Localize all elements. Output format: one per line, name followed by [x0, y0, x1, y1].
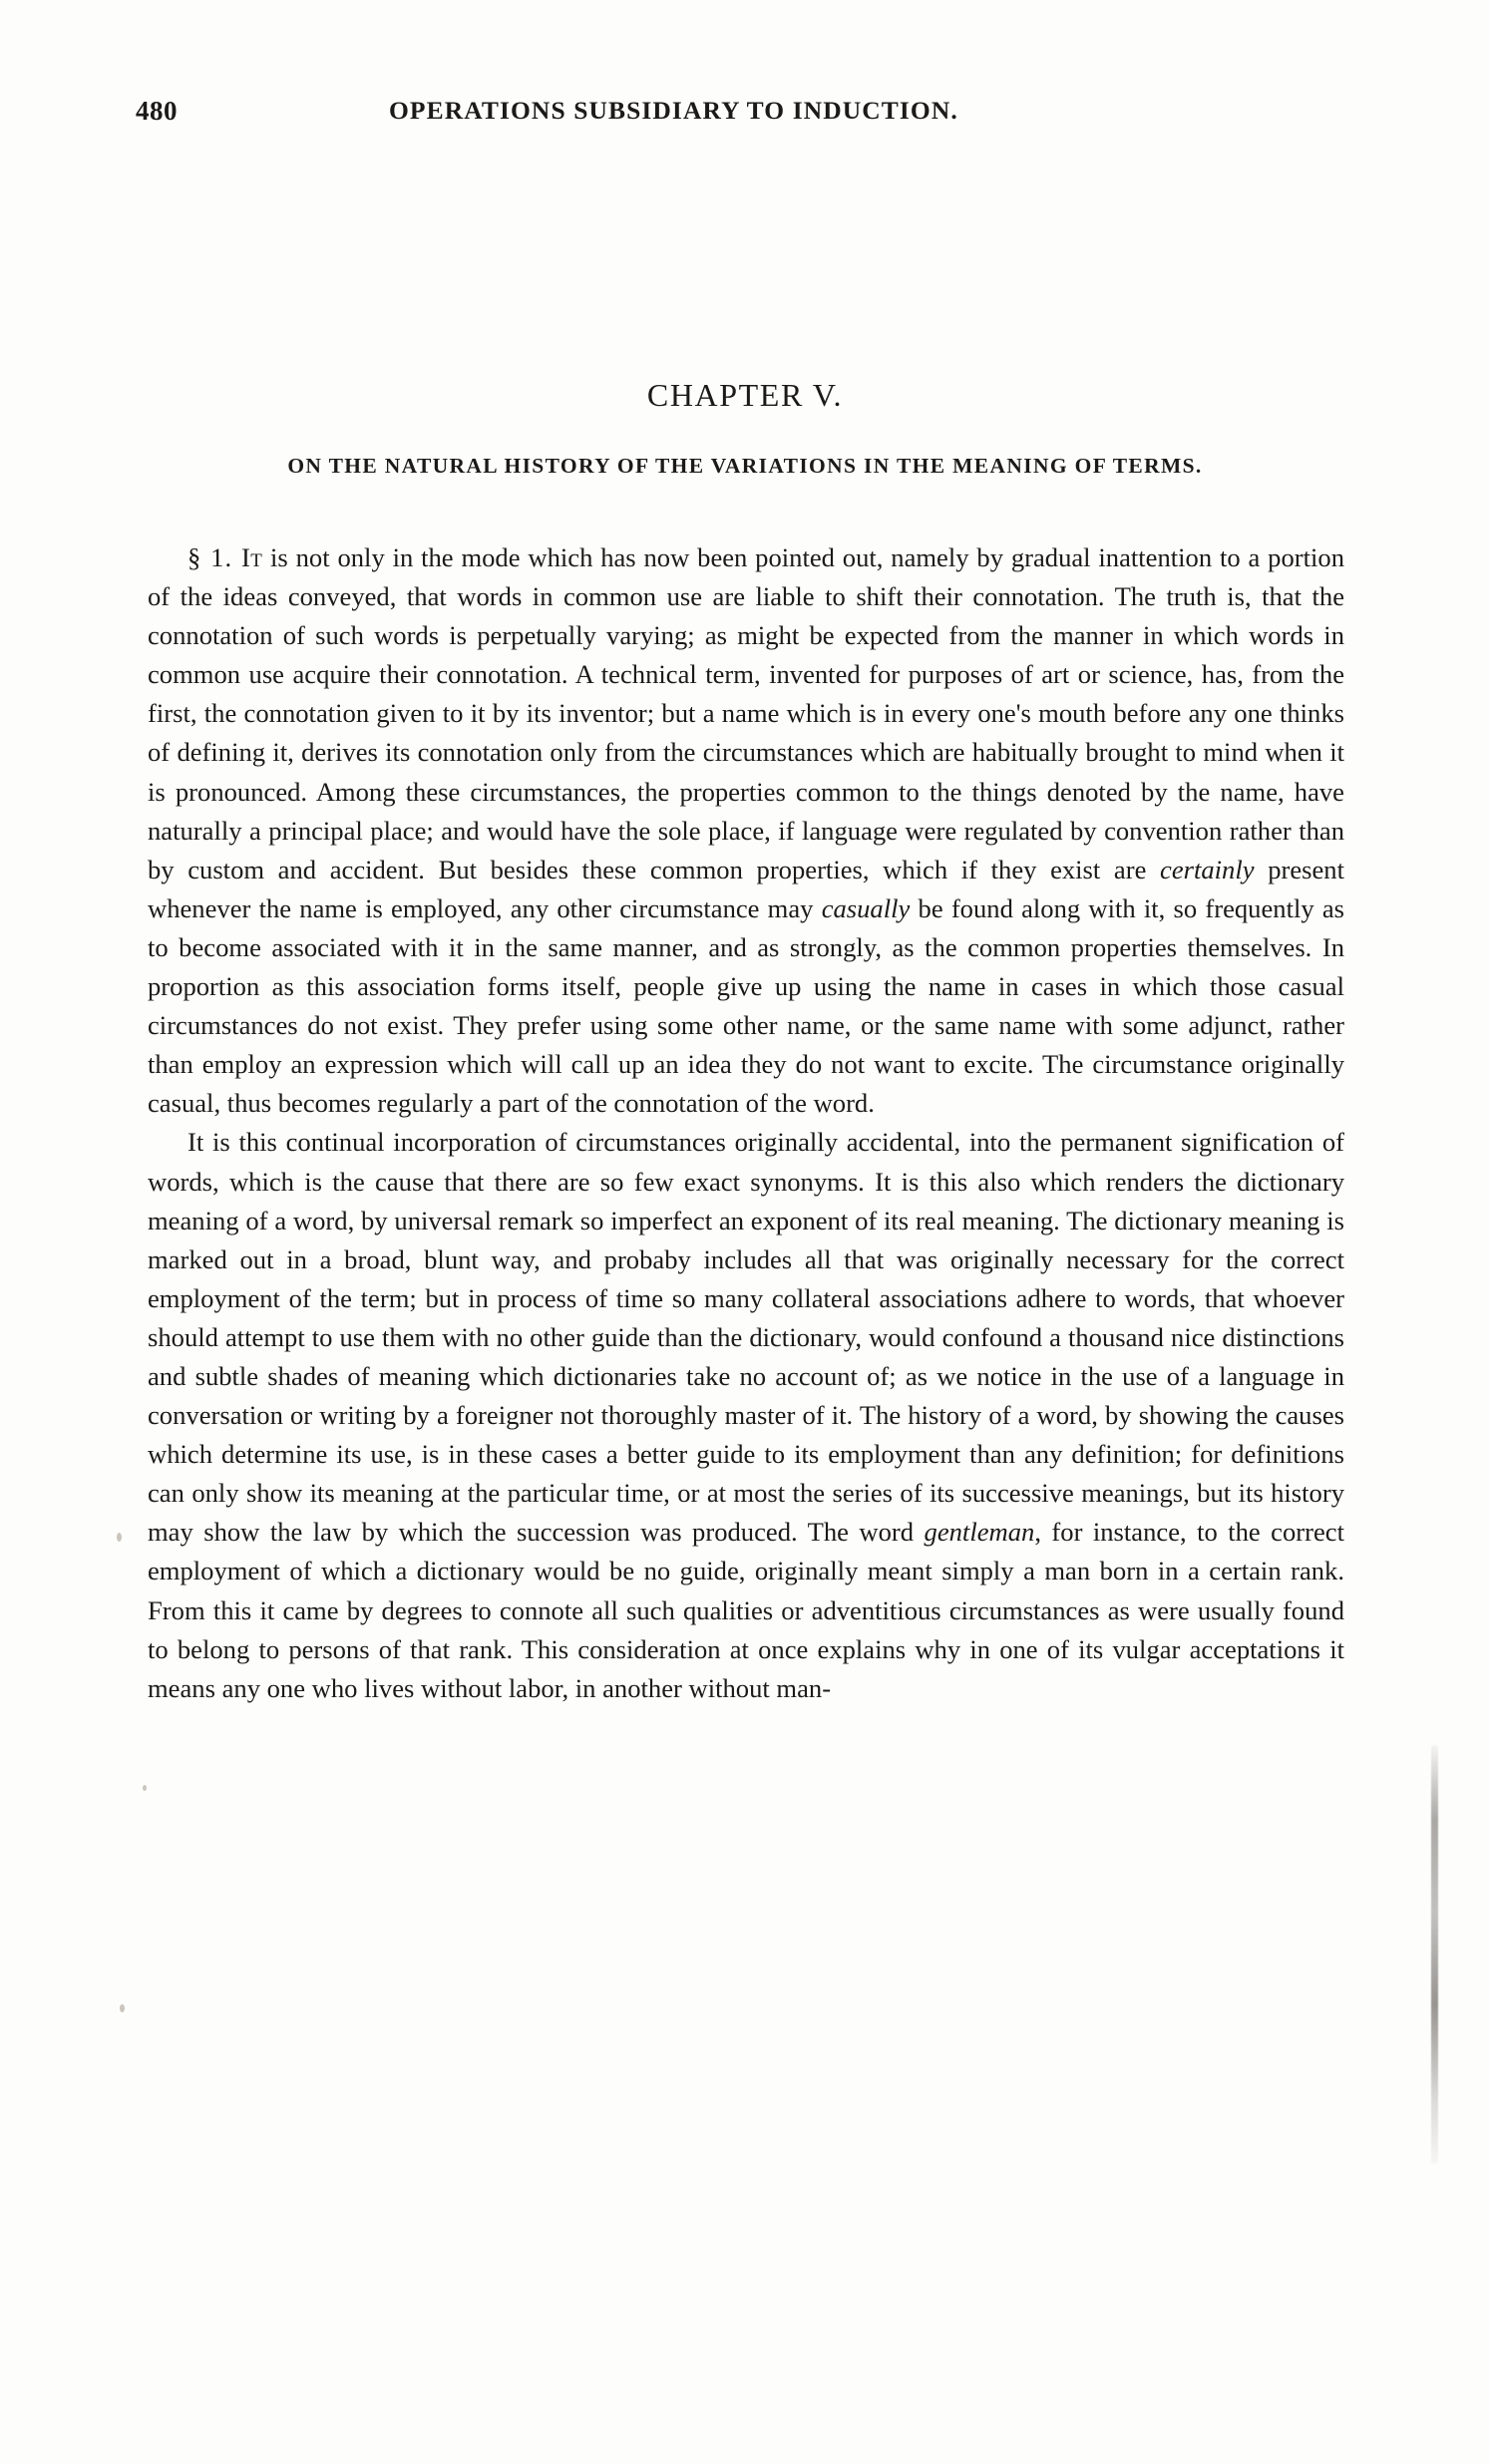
paragraph-1: § 1. It is not only in the mode which has now been pointed out, namely by gradual inattention to a portion of the ideas conveyed, that words in common use are liable to shift their connotation. The truth is, that the connotation of such words is perpetually varying; as might be expected from the manner in which words in common use acquire their connotation. A technical term, invented for purposes of art or science, has, from the first, the connotation given to it by its inventor; but a name which is in every one's mouth before any one thinks of defining it, derives its connotation only from the circumstances which are habitually brought to mind when it is pronounced. Among these circumstances, the properties common to the things denoted by the name, have naturally a principal place; and would have the sole place, if language were regulated by convention rather than by custom and accident. But besides these common properties, which if they exist are certainly present whenever the name is employed, any other circumstance may casually be found along with it, so frequently as to become associated with it in the same manner, and as strongly, as the common properties themselves. In proportion as this association forms itself, people give up using the name in cases in which those casual circumstances do not exist. They prefer using some other name, or the same name with some adjunct, rather than employ an expression which will call up an idea they do not want to excite. The circumstance originally casual, thus becomes regularly a part of the connotation of the word.	[148, 542, 1344, 1119]
paragraph-2: It is this continual incorporation of circumstances originally accidental, into the permanent signification of words, which is the cause that there are so few exact synonyms. It is this also which renders the dictionary meaning of a word, by universal remark so imperfect an exponent of its real meaning. The dictionary meaning is marked out in a broad, blunt way, and probaby includes all that was originally necessary for the correct employment of the term; but in process of time so many collateral associations adhere to words, that whoever should attempt to use them with no other guide than the dictionary, would confound a thousand nice distinctions and subtle shades of meaning which dictionaries take no account of; as we notice in the use of a language in conversation or writing by a foreigner not thoroughly master of it. The history of a word, by showing the causes which determine its use, is in these cases a better guide to its employment than any definition; for definitions can only show its meaning at the particular time, or at most the series of its successive meanings, but its history may show the law by which the succession was produced. The word gentleman, for instance, to the correct employment of which a dictionary would be no guide, originally meant simply a man born in a certain rank. From this it came by degrees to connote all such qualities or adventitious circumstances as were usually found to belong to persons of that rank. This consideration at once explains why in one of its vulgar acceptations it means any one who lives without labor, in another without man-	[148, 1127, 1344, 1703]
scan-speck	[143, 1785, 147, 1791]
scan-speck	[117, 1533, 122, 1542]
running-head-title: OPERATIONS SUBSIDIARY TO INDUCTION.	[389, 96, 958, 125]
scan-edge-artifact	[1431, 1745, 1438, 2164]
running-head	[0, 96, 1490, 136]
scan-speck	[120, 2004, 125, 2012]
page-number: 480	[136, 96, 178, 126]
body-text	[148, 538, 1344, 1708]
chapter-number: CHAPTER V.	[646, 377, 844, 413]
chapter-title: ON THE NATURAL HISTORY OF THE VARIATIONS IN THE MEANING OF TERMS.	[287, 454, 1203, 478]
